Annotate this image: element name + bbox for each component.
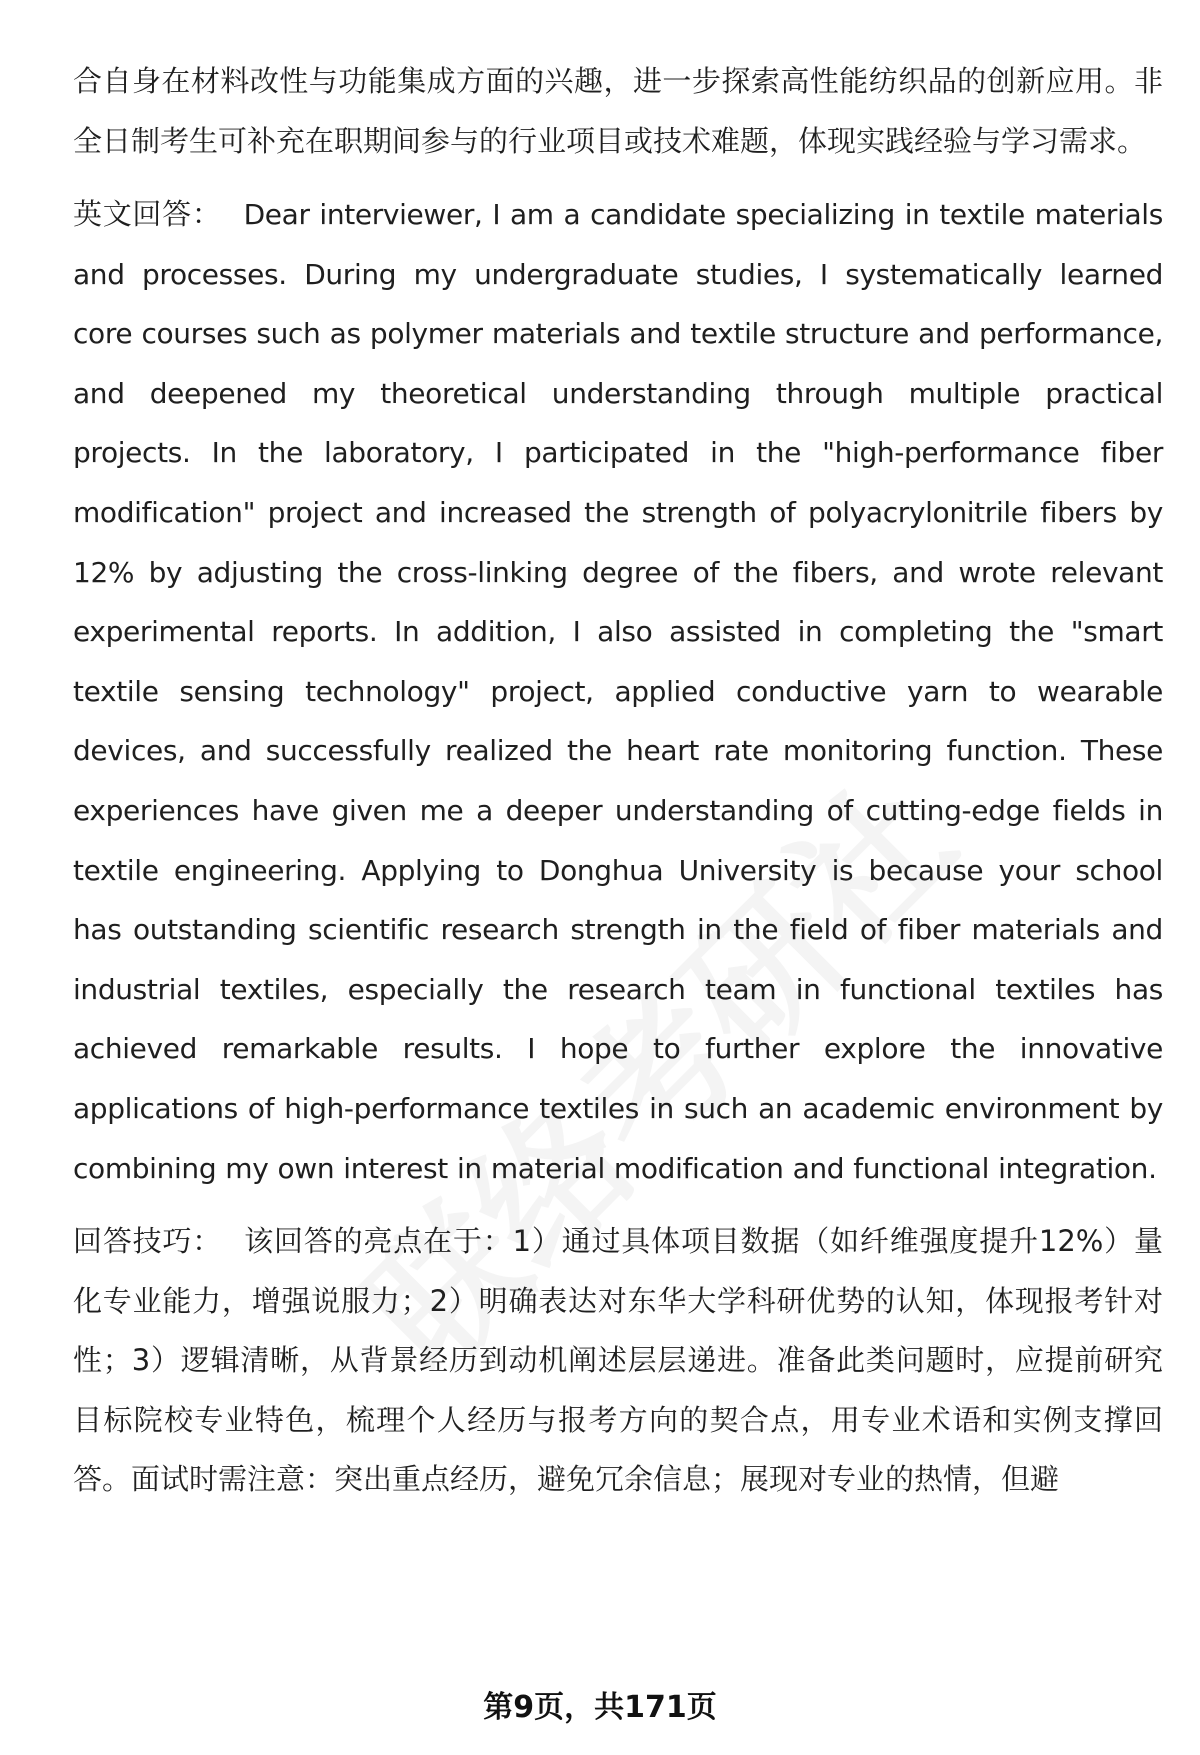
english-answer-paragraph — [73, 185, 1163, 1198]
answer-tips-paragraph — [73, 1212, 1163, 1510]
page-content — [73, 52, 1163, 1510]
answer-tips-label: 回答技巧： — [73, 1224, 223, 1259]
paragraph-continuation: 合自身在材料改性与功能集成方面的兴趣，进一步探索高性能纺织品的创新应用。非全日制考生可补充在职期间参与的行业项目或技术难题，体现实践经验与学习需求。 — [73, 64, 1163, 158]
answer-tips-text: 该回答的亮点在于：1）通过具体项目数据（如纤维强度提升12%）量化专业能力，增强说服力；2）明确表达对东华大学科研优势的认知，体现报考针对性；3）逻辑清晰，从背景经历到动机阐述层层递进。准备此类问题时，应提前研究目标院校专业特色，梳理个人经历与报考方向的契合点，用专业术语和实例支撑回答。面试时需注意：突出重点经历，避免冗余信息；展现对专业的热情，但避 — [73, 1224, 1163, 1497]
page-number-footer: 第9页，共171页 — [483, 1690, 717, 1725]
english-answer-text: Dear interviewer, I am a candidate specializing in textile materials and processes. During my undergraduate studies, I systematically learned core courses such as polymer materials and textile structure and performance, and deepened my theoretical understanding through multiple practical projects. In the laboratory, I participated in the "high-performance fiber modification" project and increased the strength of polyacrylonitrile fibers by 12% by adjusting the cross-linking degree of the fibers, and wrote relevant experimental reports. In addition, I also assisted in completing the "smart textile sensing technology" project, applied conductive yarn to wearable devices, and successfully realized the heart rate monitoring function. These experiences have given me a deeper understanding of cutting-edge fields in textile engineering. Applying to Donghua University is because your school has outstanding scientific research strength in the field of fiber materials and industrial textiles, especially the research team in functional textiles has achieved remarkable results. I hope to further explore the innovative applications of high-performance textiles in such an academic environment by combining my own interest in material modification and functional integration. — [73, 198, 1163, 1185]
english-answer-label: 英文回答： — [73, 197, 222, 231]
